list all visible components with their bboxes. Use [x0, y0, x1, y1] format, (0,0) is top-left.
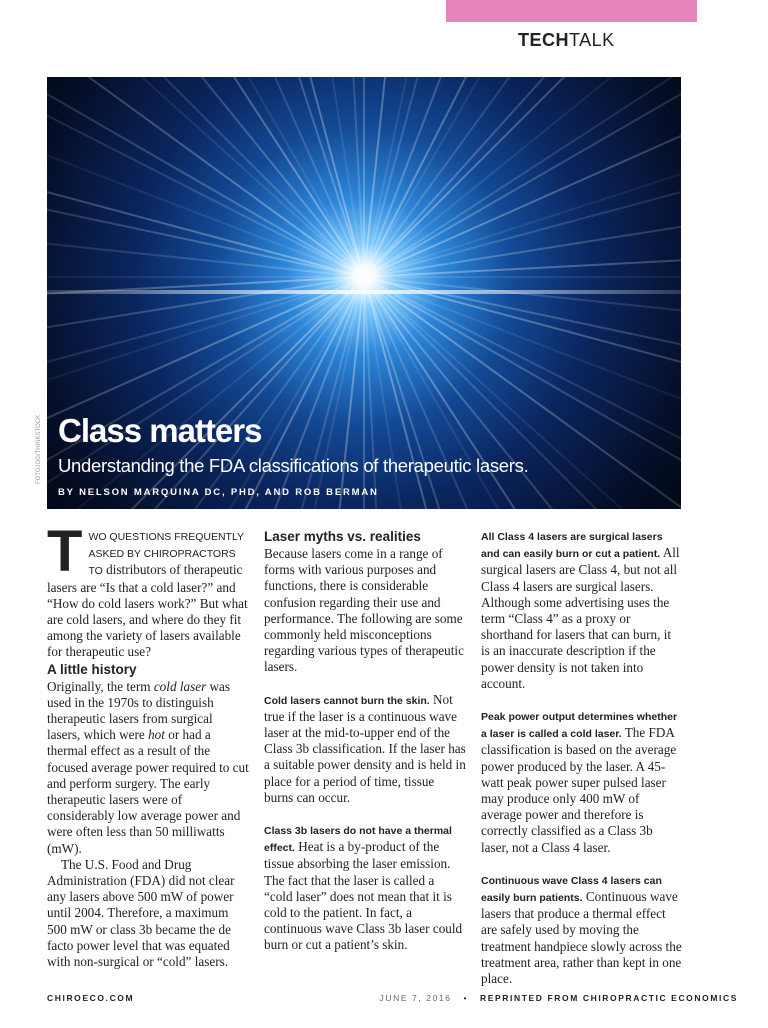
article-title: Class matters [58, 412, 262, 449]
section-heading: A little history [47, 661, 137, 677]
section-color-bar [446, 0, 697, 22]
light-ray [363, 77, 365, 277]
paragraph: The U.S. Food and Drug Administration (FDA) did not clear any lasers above 500 mW of power until 2004. Therefore, a maximum 500 mW or class 3b became the de facto power level that was equated with non-surgical or “cold” lasers. [47, 856, 235, 970]
section-heading: Laser myths vs. realities [264, 529, 421, 544]
article-subtitle: Understanding the FDA classifications of therapeutic lasers. [58, 455, 529, 476]
footer-site: CHIROECO.COM [47, 993, 135, 1003]
light-ray [47, 276, 364, 278]
myth-paragraph: Class 3b lasers do not have a thermal effect. Heat is a by-product of the tissue absorbing the laser emission. The fact that the laser is called a “cold laser” does not mean that it is cold to the patient. In fact, a continuous wave Class 3b laser could burn or cut a patient’s skin. [264, 825, 463, 953]
intro-text: distributors of therapeutic lasers are “Is that a cold laser?” and “How do cold lasers work?” But what are cold lasers, and where do they fit among the variety of lasers available for therapeutic use? [47, 562, 248, 660]
column-3 [481, 528, 683, 987]
paragraph: Originally, the term cold laser was used in the 1970s to distinguish therapeutic lasers from surgical lasers, which were hot or had a thermal effect as a result of the focused average power required to cut and perform surgery. The early therapeutic lasers were of considerably low average power and were often less than 50 milliwatts (mW). [47, 678, 249, 856]
section-label-light: TALK [569, 30, 615, 50]
paragraph: Because lasers come in a range of forms with various purposes and functions, there is considerable confusion regarding their use and performance. The following are some commonly held misconceptions regarding various types of therapeutic lasers. [264, 546, 464, 675]
section-label-bold: TECH [518, 30, 569, 50]
column-2 [264, 528, 466, 954]
myth-paragraph: All Class 4 lasers are surgical lasers and can easily burn or cut a patient. All surgical lasers are Class 4, but not all Class 4 lasers are surgical lasers. Although some advertising uses the term “Class 4” as a proxy or shorthand for lasers that can burn, it is an inaccurate description if the power density is not taken into account. [481, 531, 680, 691]
section-label [518, 30, 615, 51]
myth-paragraph: Peak power output determines whether a laser is called a cold laser. The FDA classification is based on the average power produced by the laser. A 45-watt peak power super pulsed laser may produce only 400 mW of average power and therefore is correctly classified as a Class 3b laser, not a Class 4 laser. [481, 711, 678, 855]
column-1 [47, 519, 249, 970]
byline: BY NELSON MARQUINA DC, PHD, AND ROB BERMAN [58, 487, 379, 498]
light-ray [47, 290, 364, 294]
myth-paragraph: Continuous wave Class 4 lasers can easily burn patients. Continuous wave lasers that produce a thermal effect are safely used by moving the treatment handpiece slowly across the treatment area, rather than kept in one place. [481, 874, 682, 987]
footer-date: JUNE 7, 2016 [379, 993, 452, 1003]
myth-paragraph: Cold lasers cannot burn the skin. Not true if the laser is a continuous wave laser at the mid-to-upper end of the Class 3b classification. If the laser has a suitable power density and is held in place for a period of time, tissue burns can occur. [264, 691, 466, 805]
footer-bullet: • [463, 993, 469, 1003]
intro-paragraph [47, 519, 249, 661]
footer-info [380, 993, 739, 1003]
intro-caps: WO QUESTIONS FREQUENTLY ASKED BY CHIROPRACTORS TO [88, 531, 244, 578]
light-ray [364, 276, 681, 278]
light-ray [364, 77, 682, 278]
drop-cap: T [47, 519, 83, 584]
light-ray [364, 290, 681, 294]
footer-reprint: REPRINTED FROM CHIROPRACTIC ECONOMICS [479, 993, 738, 1003]
photo-credit: FOTOJOG/THINKSTOCK [36, 414, 42, 484]
